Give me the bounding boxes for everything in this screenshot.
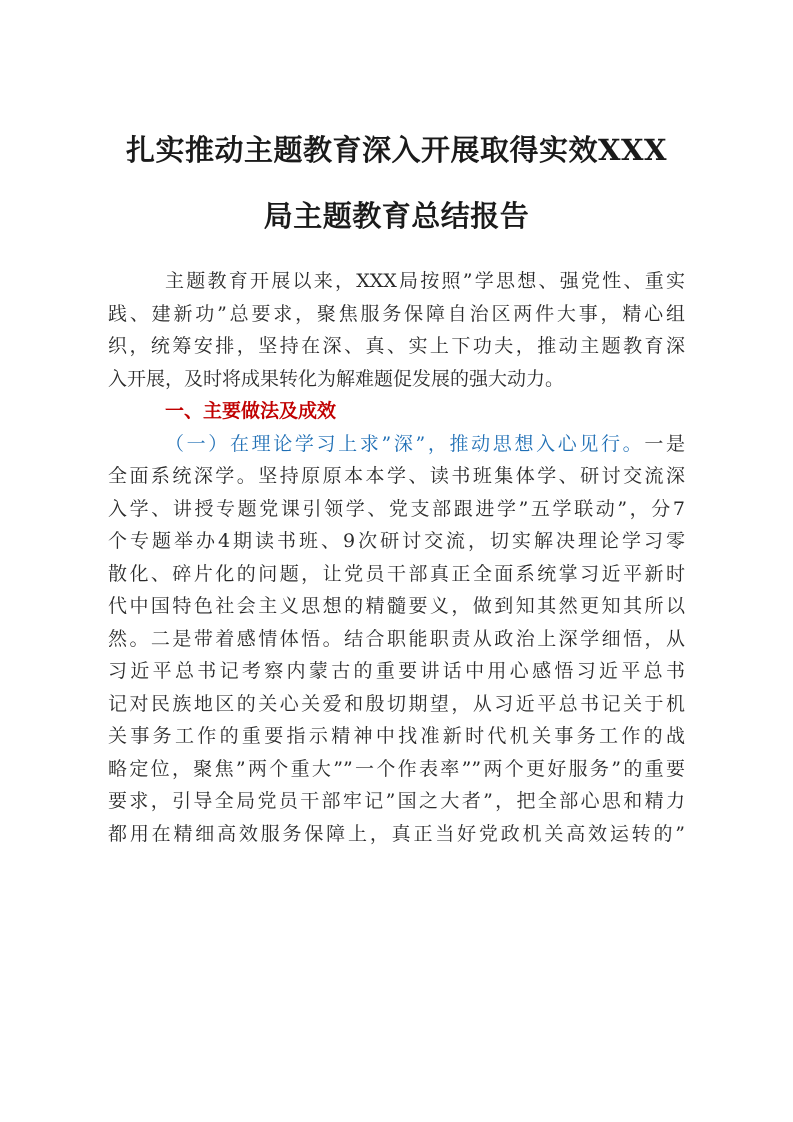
paragraph-line: 个专题举办4期读书班、9次研讨交流，切实解决理论学习零 bbox=[108, 530, 685, 552]
paragraph-line: 散化、碎片化的问题，让党员干部真正全面系统掌习近平新时 bbox=[108, 562, 685, 585]
intro-line: 主题教育开展以来，XXX局按照”学思想、强党性、重实 bbox=[165, 270, 685, 292]
paragraph-line: 习近平总书记考察内蒙古的重要讲话中用心感悟习近平总书 bbox=[108, 660, 685, 682]
document-title-line-2: 局主题教育总结报告 bbox=[263, 199, 530, 233]
paragraph-line: 都用在精细高效服务保障上，真正当好党政机关高效运转的” bbox=[108, 822, 685, 845]
intro-line: 入开展，及时将成果转化为解难题促发展的强大动力。 bbox=[108, 367, 565, 390]
paragraph-line: 关事务工作的重要指示精神中找准新时代机关事务工作的战 bbox=[108, 725, 685, 747]
document-title-line-1: 扎实推动主题教育深入开展取得实效XXX bbox=[125, 133, 667, 167]
paragraph-line: 略定位，聚焦”两个重大””一个作表率””两个更好服务”的重要 bbox=[108, 757, 685, 780]
paragraph-line: 要求，引导全局党员干部牢记”国之大者”，把全部心思和精力 bbox=[108, 790, 685, 812]
paragraph-line: 代中国特色社会主义思想的精髓要义，做到知其然更知其所以 bbox=[108, 595, 685, 617]
document-body bbox=[108, 265, 685, 850]
paragraph-line: 然。二是带着感情体悟。结合职能职责从政治上深学细悟，从 bbox=[108, 627, 685, 650]
intro-line: 织，统筹安排，坚持在深、真、实上下功夫，推动主题教育深 bbox=[108, 335, 685, 357]
subsection-heading: （一）在理论学习上求”深”，推动思想入心见行。 bbox=[165, 432, 645, 455]
paragraph-line: 入学、讲授专题党课引领学、党支部跟进学”五学联动”，分7 bbox=[108, 497, 685, 520]
intro-line: 践、建新功”总要求，聚焦服务保障自治区两件大事，精心组 bbox=[108, 302, 685, 325]
subsection-first-line bbox=[108, 428, 685, 461]
section-heading: 一、主要做法及成效 bbox=[165, 400, 337, 422]
paragraph-line: 全面系统深学。坚持原原本本学、读书班集体学、研讨交流深 bbox=[108, 465, 685, 487]
paragraph-line: 记对民族地区的关心关爱和殷切期望，从习近平总书记关于机 bbox=[108, 692, 685, 715]
subsection-line-rest: 一是 bbox=[644, 432, 685, 455]
